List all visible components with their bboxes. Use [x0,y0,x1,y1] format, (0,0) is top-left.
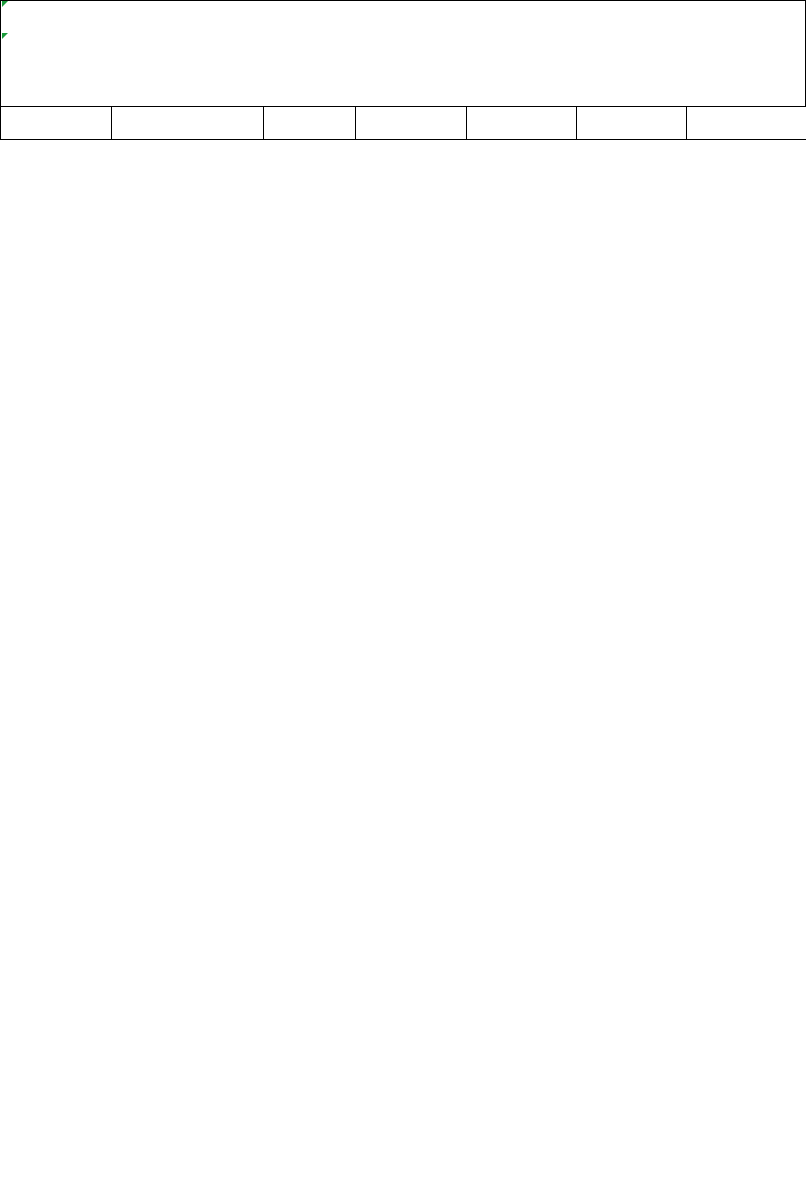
results-table [0,106,806,140]
header-total-score [577,107,687,140]
footer [0,0,806,1]
header-rank [687,107,806,140]
page-title [0,0,806,106]
header-written-score [356,107,467,140]
header-row [1,107,806,140]
cell-marker-icon [2,1,8,7]
cell-marker-icon [2,33,8,39]
header-position [264,107,356,140]
header-interview-score [467,107,577,140]
header-name [1,107,112,140]
header-exam-id [112,107,264,140]
